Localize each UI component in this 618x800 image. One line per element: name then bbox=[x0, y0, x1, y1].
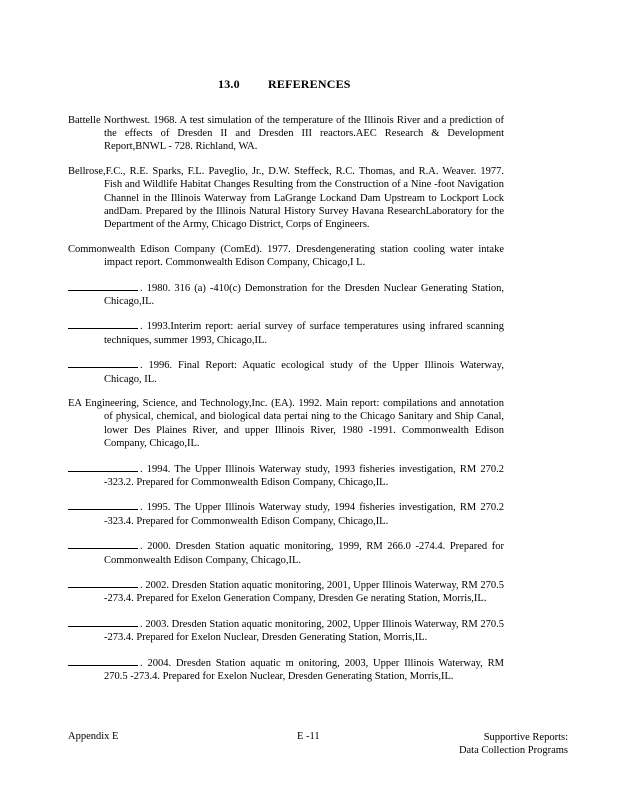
reference-entry: Bellrose,F.C., R.E. Sparks, F.L. Paveglio, Jr., D.W. Steffeck, R.C. Thomas, and R.A. Weaver. 1977. Fish and Wildlife Habitat Changes Resulting from the Construction of a Nine -foot Navigation Channel in the Illinois Waterway from LaGrange Lockand Dam Upstream to Lockport Lock andDam. Prepared by the Illinois Natural History Survey Havana ResearchLaboratory for the Department of the Army, Chicago District, Corps of Engineers. bbox=[68, 165, 504, 231]
reference-entry: . 2003. Dresden Station aquatic monitoring, 2002, Upper Illinois Waterway, RM 270.5 -273.4. Prepared for Exelon Nuclear, Dresden Generating Station, Morris,IL. bbox=[68, 617, 504, 645]
footer-page-number: E -11 bbox=[297, 731, 320, 742]
repeat-author-rule bbox=[68, 617, 138, 627]
reference-entry: . 2000. Dresden Station aquatic monitoring, 1999, RM 266.0 -274.4. Prepared for Commonwealth Edison Company, Chicago,IL. bbox=[68, 539, 504, 567]
footer-section-title bbox=[459, 731, 568, 757]
repeat-author-rule bbox=[68, 500, 138, 510]
section-heading bbox=[218, 77, 351, 92]
reference-entry: EA Engineering, Science, and Technology,Inc. (EA). 1992. Main report: compilations and annotation of physical, chemical, and biological data pertai ning to the Chicago Sanitary and Ship Canal, lower Des Plaines River, and upper Illinois River, 1980 -1991. Commonwealth Edison Company, Chicago,IL. bbox=[68, 398, 504, 450]
reference-entry: . 1993.Interim report: aerial survey of surface temperatures using infrared scanning techniques, summer 1993, Chicago,IL. bbox=[68, 319, 504, 347]
reference-entry: . 1994. The Upper Illinois Waterway study, 1993 fisheries investigation, RM 270.2 -323.2. Prepared for Commonwealth Edison Company, Chicago,IL. bbox=[68, 462, 504, 490]
repeat-author-rule bbox=[68, 281, 138, 291]
reference-list bbox=[68, 103, 504, 695]
repeat-author-rule bbox=[68, 656, 138, 666]
reference-entry: . 2004. Dresden Station aquatic m onitoring, 2003, Upper Illinois Waterway, RM 270.5 -273.4. Prepared for Exelon Nuclear, Dresden Generating Station, Morris,IL. bbox=[68, 656, 504, 684]
reference-entry: . 1995. The Upper Illinois Waterway study, 1994 fisheries investigation, RM 270.2 -323.4. Prepared for Commonwealth Edison Company, Chicago,IL. bbox=[68, 500, 504, 528]
reference-entry: . 1996. Final Report: Aquatic ecological study of the Upper Illinois Waterway, Chicago, IL. bbox=[68, 358, 504, 386]
repeat-author-rule bbox=[68, 358, 138, 368]
repeat-author-rule bbox=[68, 462, 138, 472]
section-title: REFERENCES bbox=[268, 77, 351, 91]
reference-entry: Battelle Northwest. 1968. A test simulation of the temperature of the Illinois River and a prediction of the effects of Dresden II and Dresden III reactors.AEC Research & Development Report,BNWL - 728. Richland, WA. bbox=[68, 114, 504, 153]
reference-entry: Commonwealth Edison Company (ComEd). 1977. Dresdengenerating station cooling water intake impact report. Commonwealth Edison Company, Chicago,I L. bbox=[68, 243, 504, 269]
repeat-author-rule bbox=[68, 319, 138, 329]
reference-entry: . 2002. Dresden Station aquatic monitoring, 2001, Upper Illinois Waterway, RM 270.5 -273.4. Prepared for Exelon Generation Company, Dresden Ge nerating Station, Morris,IL. bbox=[68, 578, 504, 606]
repeat-author-rule bbox=[68, 578, 138, 588]
footer-section-line: Data Collection Programs bbox=[458, 745, 568, 756]
reference-entry: . 1980. 316 (a) -410(c) Demonstration for the Dresden Nuclear Generating Station, Chicago,IL. bbox=[68, 281, 504, 309]
repeat-author-rule bbox=[68, 539, 138, 549]
footer-appendix: Appendix E bbox=[68, 731, 119, 742]
section-number: 13.0 bbox=[218, 77, 240, 91]
footer-section-line: Supportive Reports: bbox=[483, 732, 568, 743]
